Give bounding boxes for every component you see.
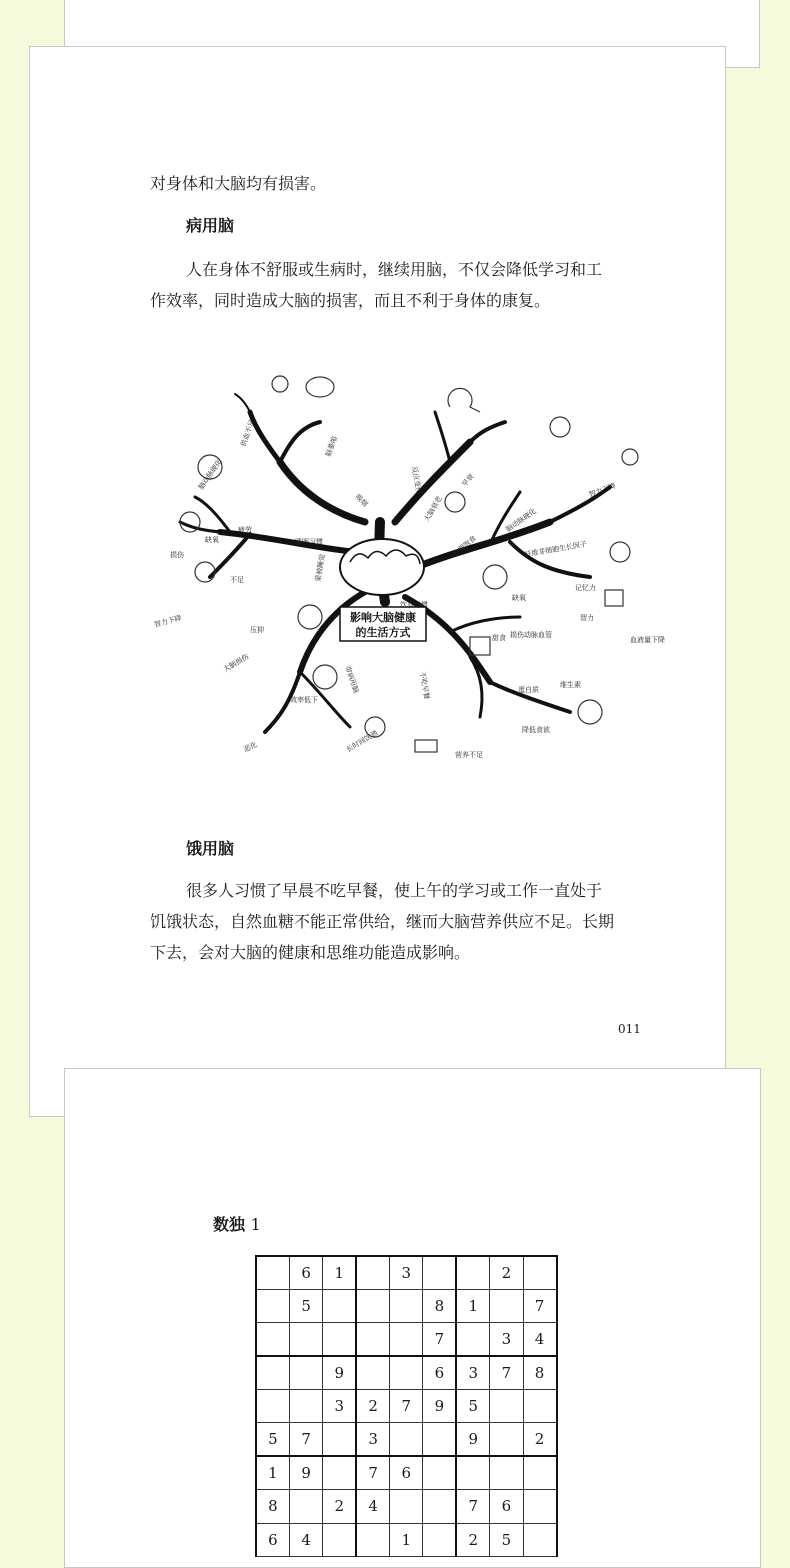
- sudoku-cell[interactable]: [289, 1356, 322, 1389]
- mind-map-label: 供血不足: [239, 418, 257, 448]
- mind-map-label: 智力: [580, 614, 594, 622]
- sudoku-row: [256, 1456, 557, 1489]
- mind-map-label: 不吃早餐: [418, 670, 431, 700]
- sudoku-cell[interactable]: [323, 1289, 356, 1322]
- sudoku-cell[interactable]: [356, 1356, 389, 1389]
- sudoku-cell[interactable]: 1: [256, 1456, 289, 1489]
- sudoku-cell[interactable]: [256, 1323, 289, 1356]
- sudoku-cell[interactable]: 6: [256, 1523, 289, 1556]
- person-doodle-icon: [550, 417, 570, 437]
- blood-bag-icon: [605, 590, 623, 606]
- sudoku-cell[interactable]: 8: [523, 1356, 556, 1389]
- paragraph-line: 作效率，同时造成大脑的损害，而且不利于身体的康复。: [150, 291, 551, 310]
- mind-map-label: 长期饱食: [451, 534, 478, 559]
- sudoku-cell[interactable]: 7: [289, 1423, 322, 1456]
- sudoku-cell[interactable]: [423, 1523, 456, 1556]
- sudoku-cell[interactable]: 9: [323, 1356, 356, 1389]
- mind-map-label: 甜食: [492, 634, 506, 642]
- sudoku-cell[interactable]: [456, 1256, 489, 1289]
- sudoku-cell[interactable]: 1: [390, 1523, 423, 1556]
- sudoku-row: [256, 1289, 557, 1322]
- sudoku-cell[interactable]: 3: [456, 1356, 489, 1389]
- mind-map-label: 大脑损伤: [222, 652, 251, 674]
- sudoku-cell[interactable]: [356, 1256, 389, 1289]
- sudoku-cell[interactable]: [490, 1289, 523, 1322]
- person-doodle-icon: [578, 700, 602, 724]
- sudoku-cell[interactable]: 5: [456, 1390, 489, 1423]
- paragraph-line: 很多人习惯了早晨不吃早餐，使上午的学习或工作一直处于: [186, 881, 603, 900]
- sudoku-cell[interactable]: 2: [456, 1523, 489, 1556]
- sudoku-cell[interactable]: [423, 1456, 456, 1489]
- center-title-line2: 的生活方式: [355, 626, 411, 639]
- sudoku-cell[interactable]: 9: [456, 1423, 489, 1456]
- sudoku-row: [256, 1390, 557, 1423]
- sudoku-cell[interactable]: [289, 1390, 322, 1423]
- mind-map-label: 饮食习惯: [400, 601, 428, 609]
- sudoku-cell[interactable]: [423, 1256, 456, 1289]
- brain-doodle-icon: [306, 377, 334, 397]
- sudoku-cell[interactable]: [390, 1323, 423, 1356]
- sudoku-cell[interactable]: 8: [423, 1289, 456, 1322]
- mind-map-label: 降低食欲: [522, 726, 550, 734]
- sudoku-cell[interactable]: 3: [356, 1423, 389, 1456]
- mind-map-label: 效率低下: [290, 696, 318, 704]
- face-doodle-icon: [298, 605, 322, 629]
- sudoku-cell[interactable]: [390, 1289, 423, 1322]
- page-number: 011: [618, 1022, 641, 1036]
- paragraph-line: 下去，会对大脑的健康和思维功能造成影响。: [150, 943, 471, 962]
- mind-map-label: 记忆力: [575, 584, 596, 592]
- sudoku-cell[interactable]: 4: [356, 1490, 389, 1523]
- mind-map-label: 血液量下降: [630, 636, 665, 644]
- book-page-011: [29, 46, 726, 1117]
- sudoku-cell[interactable]: 7: [356, 1456, 389, 1489]
- sudoku-cell[interactable]: [356, 1323, 389, 1356]
- sudoku-cell[interactable]: [323, 1456, 356, 1489]
- sudoku-cell[interactable]: [423, 1490, 456, 1523]
- sudoku-row: [256, 1256, 557, 1289]
- sudoku-cell[interactable]: 6: [490, 1490, 523, 1523]
- sudoku-cell[interactable]: 8: [256, 1490, 289, 1523]
- grapes-icon: [610, 542, 630, 562]
- sudoku-cell[interactable]: [456, 1456, 489, 1489]
- brain-icon: [340, 539, 424, 595]
- sudoku-cell[interactable]: 5: [490, 1523, 523, 1556]
- sudoku-cell[interactable]: [390, 1490, 423, 1523]
- sudoku-cell[interactable]: [256, 1390, 289, 1423]
- mind-map-label: 脑动脉硬化: [197, 457, 224, 492]
- mind-map-label: 维生素: [560, 681, 581, 689]
- center-title-line1: 影响大脑健康: [350, 611, 416, 624]
- sudoku-cell[interactable]: [323, 1423, 356, 1456]
- sudoku-row: [256, 1323, 557, 1356]
- section-heading-sick-brain: 病用脑: [186, 216, 235, 235]
- sudoku-cell[interactable]: 4: [289, 1523, 322, 1556]
- sudoku-cell[interactable]: 6: [289, 1256, 322, 1289]
- mind-map-label: 缺氧: [512, 594, 526, 602]
- section-heading-hungry-brain: 饿用脑: [186, 839, 235, 858]
- sudoku-cell[interactable]: 3: [390, 1256, 423, 1289]
- mind-map-label: 脑动脉硬化: [504, 507, 538, 534]
- mind-map-label: 大脑衰老: [422, 494, 444, 523]
- sudoku-cell[interactable]: 7: [423, 1323, 456, 1356]
- sudoku-cell[interactable]: [456, 1323, 489, 1356]
- sudoku-row: [256, 1423, 557, 1456]
- mind-map-label: 营养不足: [455, 751, 483, 759]
- sudoku-cell[interactable]: 7: [490, 1356, 523, 1389]
- mind-map-label: 纤维芽细胞生长因子: [523, 540, 588, 559]
- sudoku-cell[interactable]: [390, 1356, 423, 1389]
- sudoku-row: [256, 1523, 557, 1556]
- mind-map-label: 疲劳: [238, 526, 252, 534]
- sudoku-cell[interactable]: 7: [456, 1490, 489, 1523]
- sudoku-cell[interactable]: 7: [523, 1289, 556, 1322]
- sudoku-cell[interactable]: [390, 1423, 423, 1456]
- sudoku-cell[interactable]: 3: [323, 1390, 356, 1423]
- mind-map-label: 带病用脑: [343, 664, 361, 694]
- sudoku-cell[interactable]: [356, 1523, 389, 1556]
- mind-map-label: 智力下降: [153, 613, 183, 629]
- candy-box-icon: [470, 637, 490, 655]
- mind-map-label: 蒙被睡觉: [314, 553, 327, 583]
- paragraph-line: 饥饿状态，自然血糖不能正常供给，继而大脑营养供应不足。长期: [150, 912, 615, 931]
- sudoku-cell[interactable]: [256, 1356, 289, 1389]
- snail-icon: [448, 388, 480, 412]
- sudoku-cell[interactable]: [256, 1289, 289, 1322]
- sudoku-cell[interactable]: 5: [289, 1289, 322, 1322]
- paragraph-line: 对身体和大脑均有损害。: [150, 174, 327, 193]
- mind-map-label: 长时间饮酒: [345, 729, 380, 754]
- sudoku-cell[interactable]: 1: [456, 1289, 489, 1322]
- sudoku-cell[interactable]: [356, 1289, 389, 1322]
- drinking-person-icon: [445, 492, 465, 512]
- mind-map-label: 智力下降: [587, 481, 617, 499]
- mind-map-label: 早衰: [460, 472, 476, 489]
- sudoku-cell[interactable]: 2: [523, 1423, 556, 1456]
- paragraph-line: 人在身体不舒服或生病时，继续用脑，不仅会降低学习和工: [186, 260, 603, 279]
- sudoku-grid: [255, 1255, 558, 1557]
- sudoku-cell[interactable]: [323, 1323, 356, 1356]
- mind-map-label: 不足: [230, 576, 244, 584]
- sudoku-cell[interactable]: [323, 1523, 356, 1556]
- food-stack-icon: [415, 740, 437, 752]
- mind-map-label: 脑萎缩: [324, 435, 340, 458]
- sudoku-cell[interactable]: [490, 1423, 523, 1456]
- sudoku-cell[interactable]: 5: [256, 1423, 289, 1456]
- sudoku-cell[interactable]: [490, 1456, 523, 1489]
- sudoku-cell[interactable]: [289, 1323, 322, 1356]
- mind-map-label: 损伤: [170, 551, 184, 559]
- sudoku-title: [213, 1212, 261, 1235]
- brain-doodle-icon: [272, 376, 288, 392]
- sudoku-cell[interactable]: 3: [490, 1323, 523, 1356]
- mind-map-label: 损伤动脉血管: [510, 631, 552, 639]
- drink-icon: [622, 449, 638, 465]
- sudoku-cell[interactable]: [289, 1490, 322, 1523]
- sudoku-cell[interactable]: 2: [356, 1390, 389, 1423]
- sudoku-row: [256, 1490, 557, 1523]
- sudoku-cell[interactable]: 2: [490, 1256, 523, 1289]
- sudoku-row: [256, 1356, 557, 1389]
- sudoku-cell[interactable]: [523, 1523, 556, 1556]
- mind-map-label: 吸烟: [353, 492, 370, 509]
- sudoku-cell[interactable]: [490, 1390, 523, 1423]
- sudoku-cell[interactable]: 9: [423, 1390, 456, 1423]
- sudoku-cell[interactable]: [523, 1456, 556, 1489]
- mind-map-label: 恶化: [242, 740, 259, 754]
- mind-map-illustration: [150, 372, 665, 762]
- eating-person-icon: [483, 565, 507, 589]
- sudoku-cell[interactable]: 9: [289, 1456, 322, 1489]
- sudoku-title-number: 1: [250, 1215, 261, 1234]
- mind-map-label: 缺氧: [205, 536, 219, 544]
- sudoku-cell[interactable]: [256, 1256, 289, 1289]
- sudoku-cell[interactable]: 7: [390, 1390, 423, 1423]
- sudoku-title-text: 数独: [213, 1215, 246, 1234]
- sudoku-cell[interactable]: 6: [423, 1356, 456, 1389]
- sudoku-cell[interactable]: [523, 1390, 556, 1423]
- sudoku-cell[interactable]: [523, 1490, 556, 1523]
- sudoku-page: [64, 1068, 761, 1568]
- lightbulb-icon: [195, 562, 215, 582]
- sudoku-cell[interactable]: [423, 1423, 456, 1456]
- sudoku-cell[interactable]: [523, 1256, 556, 1289]
- mind-map-label: 压抑: [250, 626, 264, 634]
- mind-map-label: 睡眠习惯: [295, 538, 323, 546]
- face-doodle-icon: [313, 665, 337, 689]
- sudoku-cell[interactable]: 6: [390, 1456, 423, 1489]
- mind-map-label: 反应变慢: [410, 465, 423, 495]
- sudoku-cell[interactable]: 4: [523, 1323, 556, 1356]
- sudoku-cell[interactable]: 2: [323, 1490, 356, 1523]
- sudoku-cell[interactable]: 1: [323, 1256, 356, 1289]
- mind-map-label: 蛋白质: [518, 686, 539, 694]
